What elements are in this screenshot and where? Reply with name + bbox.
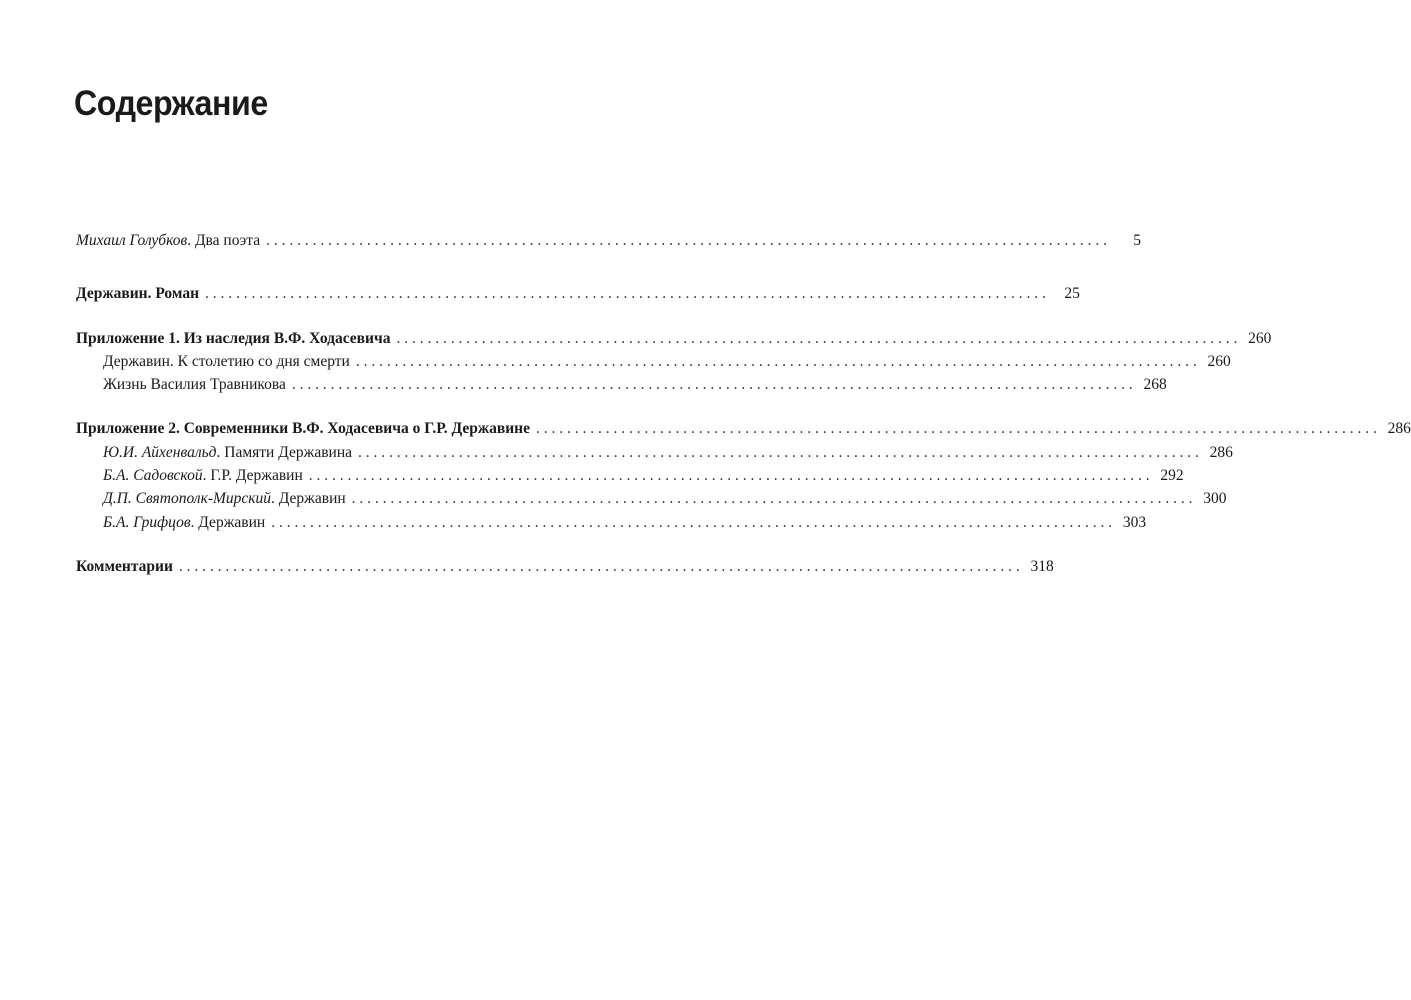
toc-entry-page: 303 (1122, 513, 1147, 531)
dot-leader (309, 464, 1150, 487)
dot-leader (536, 417, 1377, 440)
dot-leader (396, 327, 1237, 350)
toc-entry-title: Приложение 2. Современники В.Ф. Ходасевича о Г.Р. Державине (76, 420, 530, 438)
toc-entry-text (76, 229, 260, 252)
toc-entry-svyatopolk-mirsky[interactable] (76, 487, 1227, 510)
toc-entry-author: Д.П. Святополк-Мирский (103, 490, 272, 508)
toc-entry-page: 300 (1203, 490, 1227, 508)
toc-entry-title: Державин. К столетию со дня смерти (103, 352, 350, 370)
dot-leader (358, 441, 1199, 464)
toc-entry-author: Ю.И. Айхенвальд (103, 443, 217, 461)
dot-leader (271, 511, 1112, 534)
dot-leader (352, 487, 1193, 510)
toc-entry-title: Приложение 1. Из наследия В.Ф. Ходасевича (76, 329, 391, 347)
toc-entry-title: . Два поэта (187, 232, 261, 249)
toc-entry-author: Б.А. Садовской (103, 467, 203, 485)
toc-entry-centenary[interactable] (76, 350, 1231, 373)
dot-leader (292, 373, 1133, 396)
toc-entry-page: 5 (1133, 232, 1142, 249)
toc-entry-appendix-1[interactable] (76, 327, 1272, 350)
toc-entry-appendix-2[interactable] (76, 417, 1411, 440)
toc-entry-sadovskoy[interactable] (76, 464, 1184, 487)
toc-entry-page: 286 (1209, 443, 1233, 461)
toc-entry-page: 268 (1143, 376, 1167, 394)
toc-entry-page: 25 (1064, 285, 1080, 303)
dot-leader (356, 350, 1197, 373)
toc-entry-title: Жизнь Василия Травникова (103, 376, 286, 394)
dot-leader (205, 282, 1046, 305)
dot-leader (266, 229, 1107, 252)
toc-entry-page: 260 (1207, 352, 1231, 370)
table-of-contents (76, 229, 1411, 578)
toc-entry-page: 286 (1387, 420, 1411, 438)
toc-entry-title: . Державин (271, 490, 346, 508)
toc-entry-commentary[interactable] (76, 555, 1054, 578)
toc-entry-griftsov[interactable] (76, 511, 1147, 534)
toc-entry-title: . Памяти Державина (216, 443, 352, 461)
toc-entry-author: Михаил Голубков (76, 232, 188, 249)
toc-entry-title: Державин. Роман (76, 285, 199, 303)
toc-entry-title: . Г.Р. Державин (202, 467, 303, 485)
toc-entry-text (103, 511, 265, 534)
toc-entry-text (103, 464, 303, 487)
toc-entry-title: . Державин (190, 513, 266, 531)
toc-entry-aikhenvald[interactable] (76, 441, 1233, 464)
toc-entry-page: 260 (1248, 329, 1272, 347)
toc-entry-author: Б.А. Грифцов (103, 513, 191, 531)
toc-entry-travnikov[interactable] (76, 373, 1167, 396)
toc-entry-golubkov[interactable] (76, 229, 1142, 252)
toc-entry-page: 318 (1030, 557, 1054, 575)
toc-entry-title: Комментарии (76, 557, 173, 575)
toc-entry-page: 292 (1160, 467, 1184, 485)
dot-leader (179, 555, 1020, 578)
toc-entry-text (103, 487, 346, 510)
toc-entry-derzhavin-roman[interactable] (76, 282, 1080, 305)
page-title: Содержание (74, 84, 268, 123)
toc-entry-text (103, 441, 352, 464)
